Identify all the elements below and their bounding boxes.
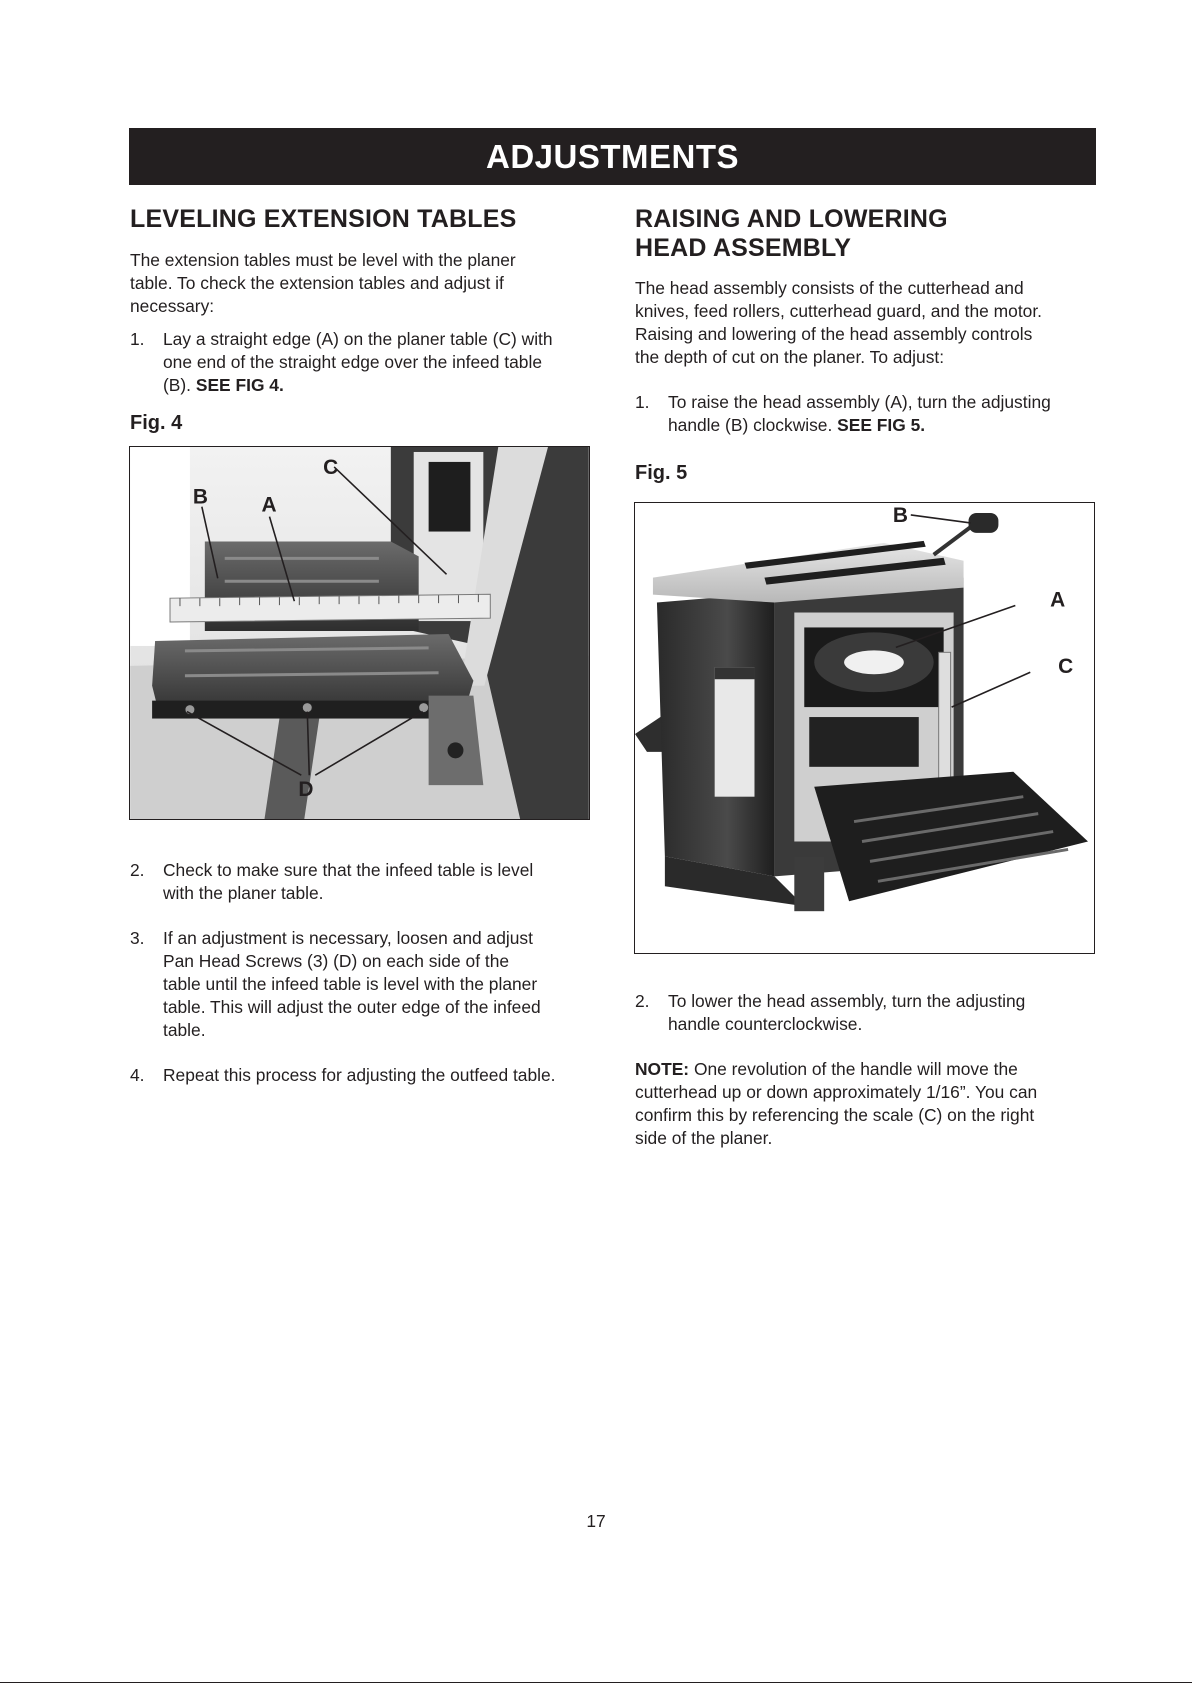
step-number: 3. — [130, 928, 145, 948]
intro-line: Raising and lowering of the head assembly controls — [635, 324, 1033, 344]
note-line: confirm this by referencing the scale (C) on the right — [635, 1105, 1035, 1125]
section-title: ADJUSTMENTS — [485, 137, 740, 175]
leveling-intro — [130, 249, 592, 318]
intro-line: necessary: — [130, 296, 215, 316]
intro-line: knives, feed rollers, cutterhead guard, and the motor. — [635, 301, 1042, 321]
page-number: 17 — [586, 1511, 606, 1531]
leveling-step-4 — [130, 1064, 592, 1087]
fig5-label: Fig. 5 — [635, 462, 688, 484]
fig4-label: Fig. 4 — [130, 412, 183, 434]
step-number: 1. — [130, 329, 145, 349]
fig4-image — [129, 446, 590, 820]
fig4-callout-b: B — [192, 485, 208, 509]
fig5-image — [634, 502, 1095, 954]
raising-step-2 — [635, 990, 1097, 1036]
fig5-callout-a: A — [1050, 588, 1066, 612]
figure-reference: SEE FIG 4. — [195, 375, 284, 395]
note-line: side of the planer. — [635, 1128, 773, 1148]
right-column-lower — [635, 990, 1097, 1150]
leveling-step-2 — [130, 859, 592, 905]
step-line — [163, 374, 592, 397]
fig5-callout-b: B — [892, 503, 908, 527]
step-line: Pan Head Screws (3) (D) on each side of the — [163, 951, 510, 971]
footer-rule — [0, 1682, 1192, 1683]
heading-line: RAISING AND LOWERING — [635, 205, 948, 233]
heading-line: HEAD ASSEMBLY — [635, 234, 852, 262]
intro-line: the depth of cut on the planer. To adjust: — [635, 347, 945, 367]
step-line: Check to make sure that the infeed table is level — [163, 860, 534, 880]
leveling-step-3 — [130, 927, 592, 1042]
left-column — [130, 203, 592, 435]
raising-heading — [635, 205, 1097, 263]
step-line: Repeat this process for adjusting the outfeed table. — [163, 1065, 556, 1085]
note-text: One revolution of the handle will move the — [689, 1059, 1018, 1079]
step-line: If an adjustment is necessary, loosen and adjust — [163, 928, 533, 948]
note-line: cutterhead up or down approximately 1/16”. You can — [635, 1082, 1038, 1102]
step-number: 2. — [635, 991, 650, 1011]
step-text: handle (B) clockwise. — [668, 415, 838, 435]
step-number: 1. — [635, 392, 650, 412]
step-line: handle counterclockwise. — [668, 1014, 863, 1034]
fig4-callout-d: D — [298, 778, 314, 802]
fig4-illustration — [130, 447, 589, 819]
step-line: table until the infeed table is level with the planer — [163, 974, 538, 994]
note-label: NOTE: — [635, 1059, 690, 1079]
leveling-heading: LEVELING EXTENSION TABLES — [130, 205, 517, 233]
intro-line: table. To check the extension tables and adjust if — [130, 273, 504, 293]
fig5-illustration — [635, 503, 1094, 953]
step-line: To lower the head assembly, turn the adjusting — [668, 991, 1026, 1011]
step-line: table. — [163, 1020, 206, 1040]
step-line: Lay a straight edge (A) on the planer table (C) with — [163, 329, 553, 349]
fig4-callout-a: A — [261, 493, 277, 517]
fig5-callout-c: C — [1058, 655, 1074, 679]
section-banner — [129, 128, 1096, 185]
raising-step-1 — [635, 391, 1097, 437]
step-line — [668, 414, 1097, 437]
left-column-lower — [130, 859, 592, 1087]
leveling-step-1 — [130, 328, 592, 397]
step-line: table. This will adjust the outer edge of the infeed — [163, 997, 541, 1017]
intro-line: The extension tables must be level with the planer — [130, 250, 516, 270]
step-number: 2. — [130, 860, 145, 880]
fig4-callout-c: C — [323, 455, 339, 479]
step-line: To raise the head assembly (A), turn the adjusting — [668, 392, 1051, 412]
intro-line: The head assembly consists of the cutterhead and — [635, 278, 1024, 298]
step-text: (B). — [163, 375, 196, 395]
step-line: one end of the straight edge over the infeed table — [163, 352, 543, 372]
right-column — [635, 203, 1097, 485]
figure-reference: SEE FIG 5. — [837, 415, 926, 435]
step-number: 4. — [130, 1065, 145, 1085]
note-line — [635, 1058, 1097, 1081]
step-line: with the planer table. — [163, 883, 324, 903]
raising-note — [635, 1058, 1097, 1150]
raising-intro — [635, 277, 1097, 369]
